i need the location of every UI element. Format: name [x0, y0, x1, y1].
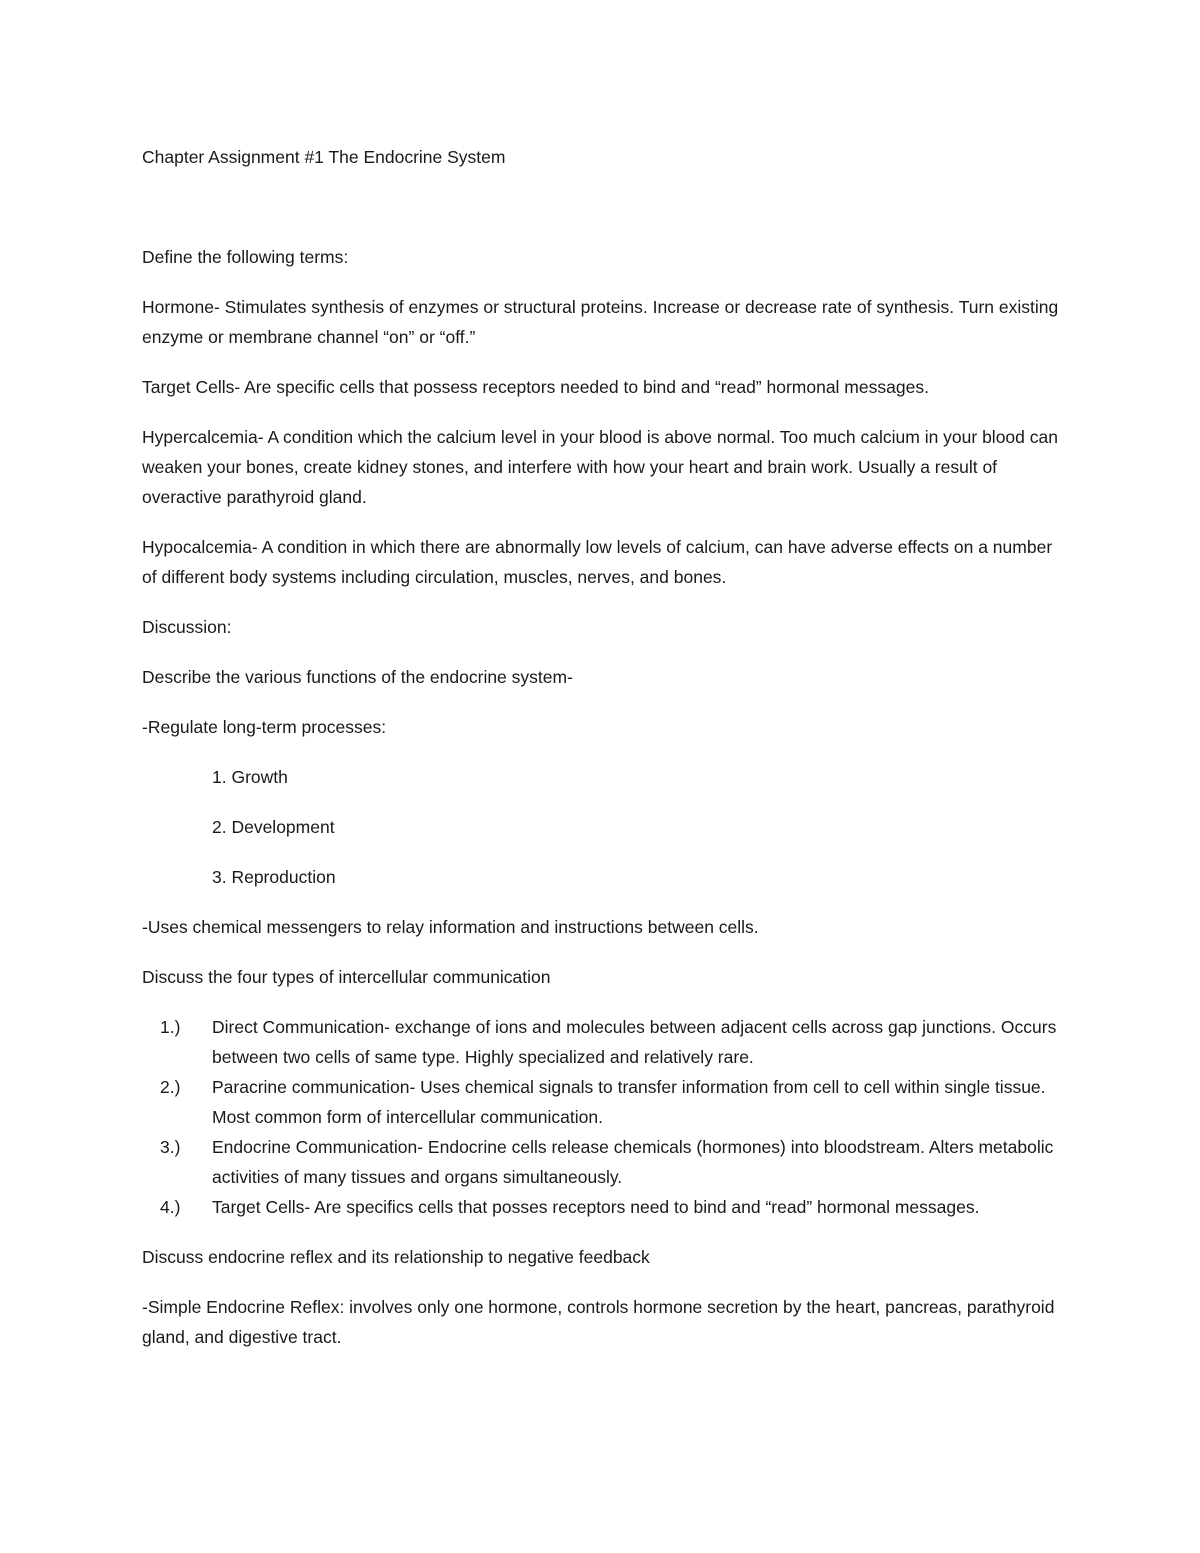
define-heading: Define the following terms: — [142, 247, 349, 267]
communication-list — [142, 1012, 1062, 1222]
list-item — [142, 1132, 1062, 1192]
list-number: 3.) — [160, 1137, 181, 1157]
question-communication: Discuss the four types of intercellular communication — [142, 967, 551, 987]
function-item-development: 2. Development — [212, 817, 335, 837]
reflex-answer: -Simple Endocrine Reflex: involves only one hormone, controls hormone secretion by the heart, pancreas, parathyroid gland, and digestive tract. — [142, 1297, 1055, 1347]
document-body — [142, 142, 1062, 1372]
question-functions: Describe the various functions of the endocrine system- — [142, 667, 573, 687]
discussion-heading: Discussion: — [142, 617, 232, 637]
list-item — [142, 1072, 1062, 1132]
question-reflex: Discuss endocrine reflex and its relationship to negative feedback — [142, 1247, 650, 1267]
list-number: 1.) — [160, 1017, 181, 1037]
term-target-cells: Target Cells- Are specific cells that possess receptors needed to bind and “read” hormonal messages. — [142, 377, 929, 397]
term-hypocalcemia: Hypocalcemia- A condition in which there are abnormally low levels of calcium, can have adverse effects on a number of different body systems including circulation, muscles, nerves, and bones. — [142, 537, 1053, 587]
list-number: 4.) — [160, 1197, 181, 1217]
list-item — [142, 1012, 1062, 1072]
function-item-reproduction: 3. Reproduction — [212, 867, 336, 887]
term-hormone: Hormone- Stimulates synthesis of enzymes or structural proteins. Increase or decrease rate of synthesis. Turn existing enzyme or membrane channel “on” or “off.” — [142, 297, 1059, 347]
term-hypercalcemia: Hypercalcemia- A condition which the calcium level in your blood is above normal. Too much calcium in your blood can weaken your bones, create kidney stones, and interfere with how your heart and brain work. Usually a result of overactive parathyroid gland. — [142, 427, 1058, 507]
document-title: Chapter Assignment #1 The Endocrine System — [142, 147, 506, 167]
list-text: Target Cells- Are specifics cells that posses receptors need to bind and “read” hormonal messages. — [212, 1197, 980, 1217]
functions-messengers: -Uses chemical messengers to relay information and instructions between cells. — [142, 917, 759, 937]
list-number: 2.) — [160, 1077, 181, 1097]
functions-subheading: -Regulate long-term processes: — [142, 717, 387, 737]
list-text: Direct Communication- exchange of ions and molecules between adjacent cells across gap junctions. Occurs between two cells of same type. Highly specialized and relatively rare. — [212, 1017, 1057, 1067]
list-text: Paracrine communication- Uses chemical signals to transfer information from cell to cell within single tissue. Most common form of intercellular communication. — [212, 1077, 1046, 1127]
list-item — [142, 1192, 1062, 1222]
list-text: Endocrine Communication- Endocrine cells release chemicals (hormones) into bloodstream. Alters metabolic activities of many tissues and organs simultaneously. — [212, 1137, 1054, 1187]
function-item-growth: 1. Growth — [212, 767, 288, 787]
